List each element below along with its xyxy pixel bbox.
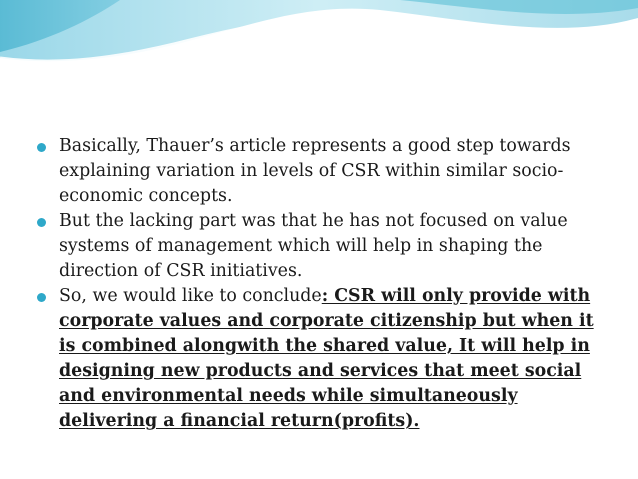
bullet-item-3 <box>0 284 620 434</box>
bullet-item-2 <box>0 209 620 284</box>
bullet-item-1 <box>0 134 620 209</box>
bullet-list <box>0 134 620 434</box>
bullet-dot-icon <box>37 218 46 227</box>
bullet-dot-icon <box>37 143 46 152</box>
bullet-emphasis-text: : CSR will only provide with corporate values and corporate citizenship but when it is combined alongwith the shared value, It will help in designing new products and services that meet social and environmental needs while simultaneously delivering a financial return(profits). <box>59 286 594 431</box>
bullet-text: So, we would like to conclude <box>59 286 322 306</box>
bullet-text: But the lacking part was that he has not focused on value systems of management which will help in shaping the direction of CSR initiatives. <box>59 211 568 281</box>
header-wave-decoration <box>0 0 638 90</box>
bullet-text: Basically, Thauer’s article represents a good step towards explaining variation in levels of CSR within similar socio-economic concepts. <box>59 136 571 206</box>
bullet-dot-icon <box>37 293 46 302</box>
